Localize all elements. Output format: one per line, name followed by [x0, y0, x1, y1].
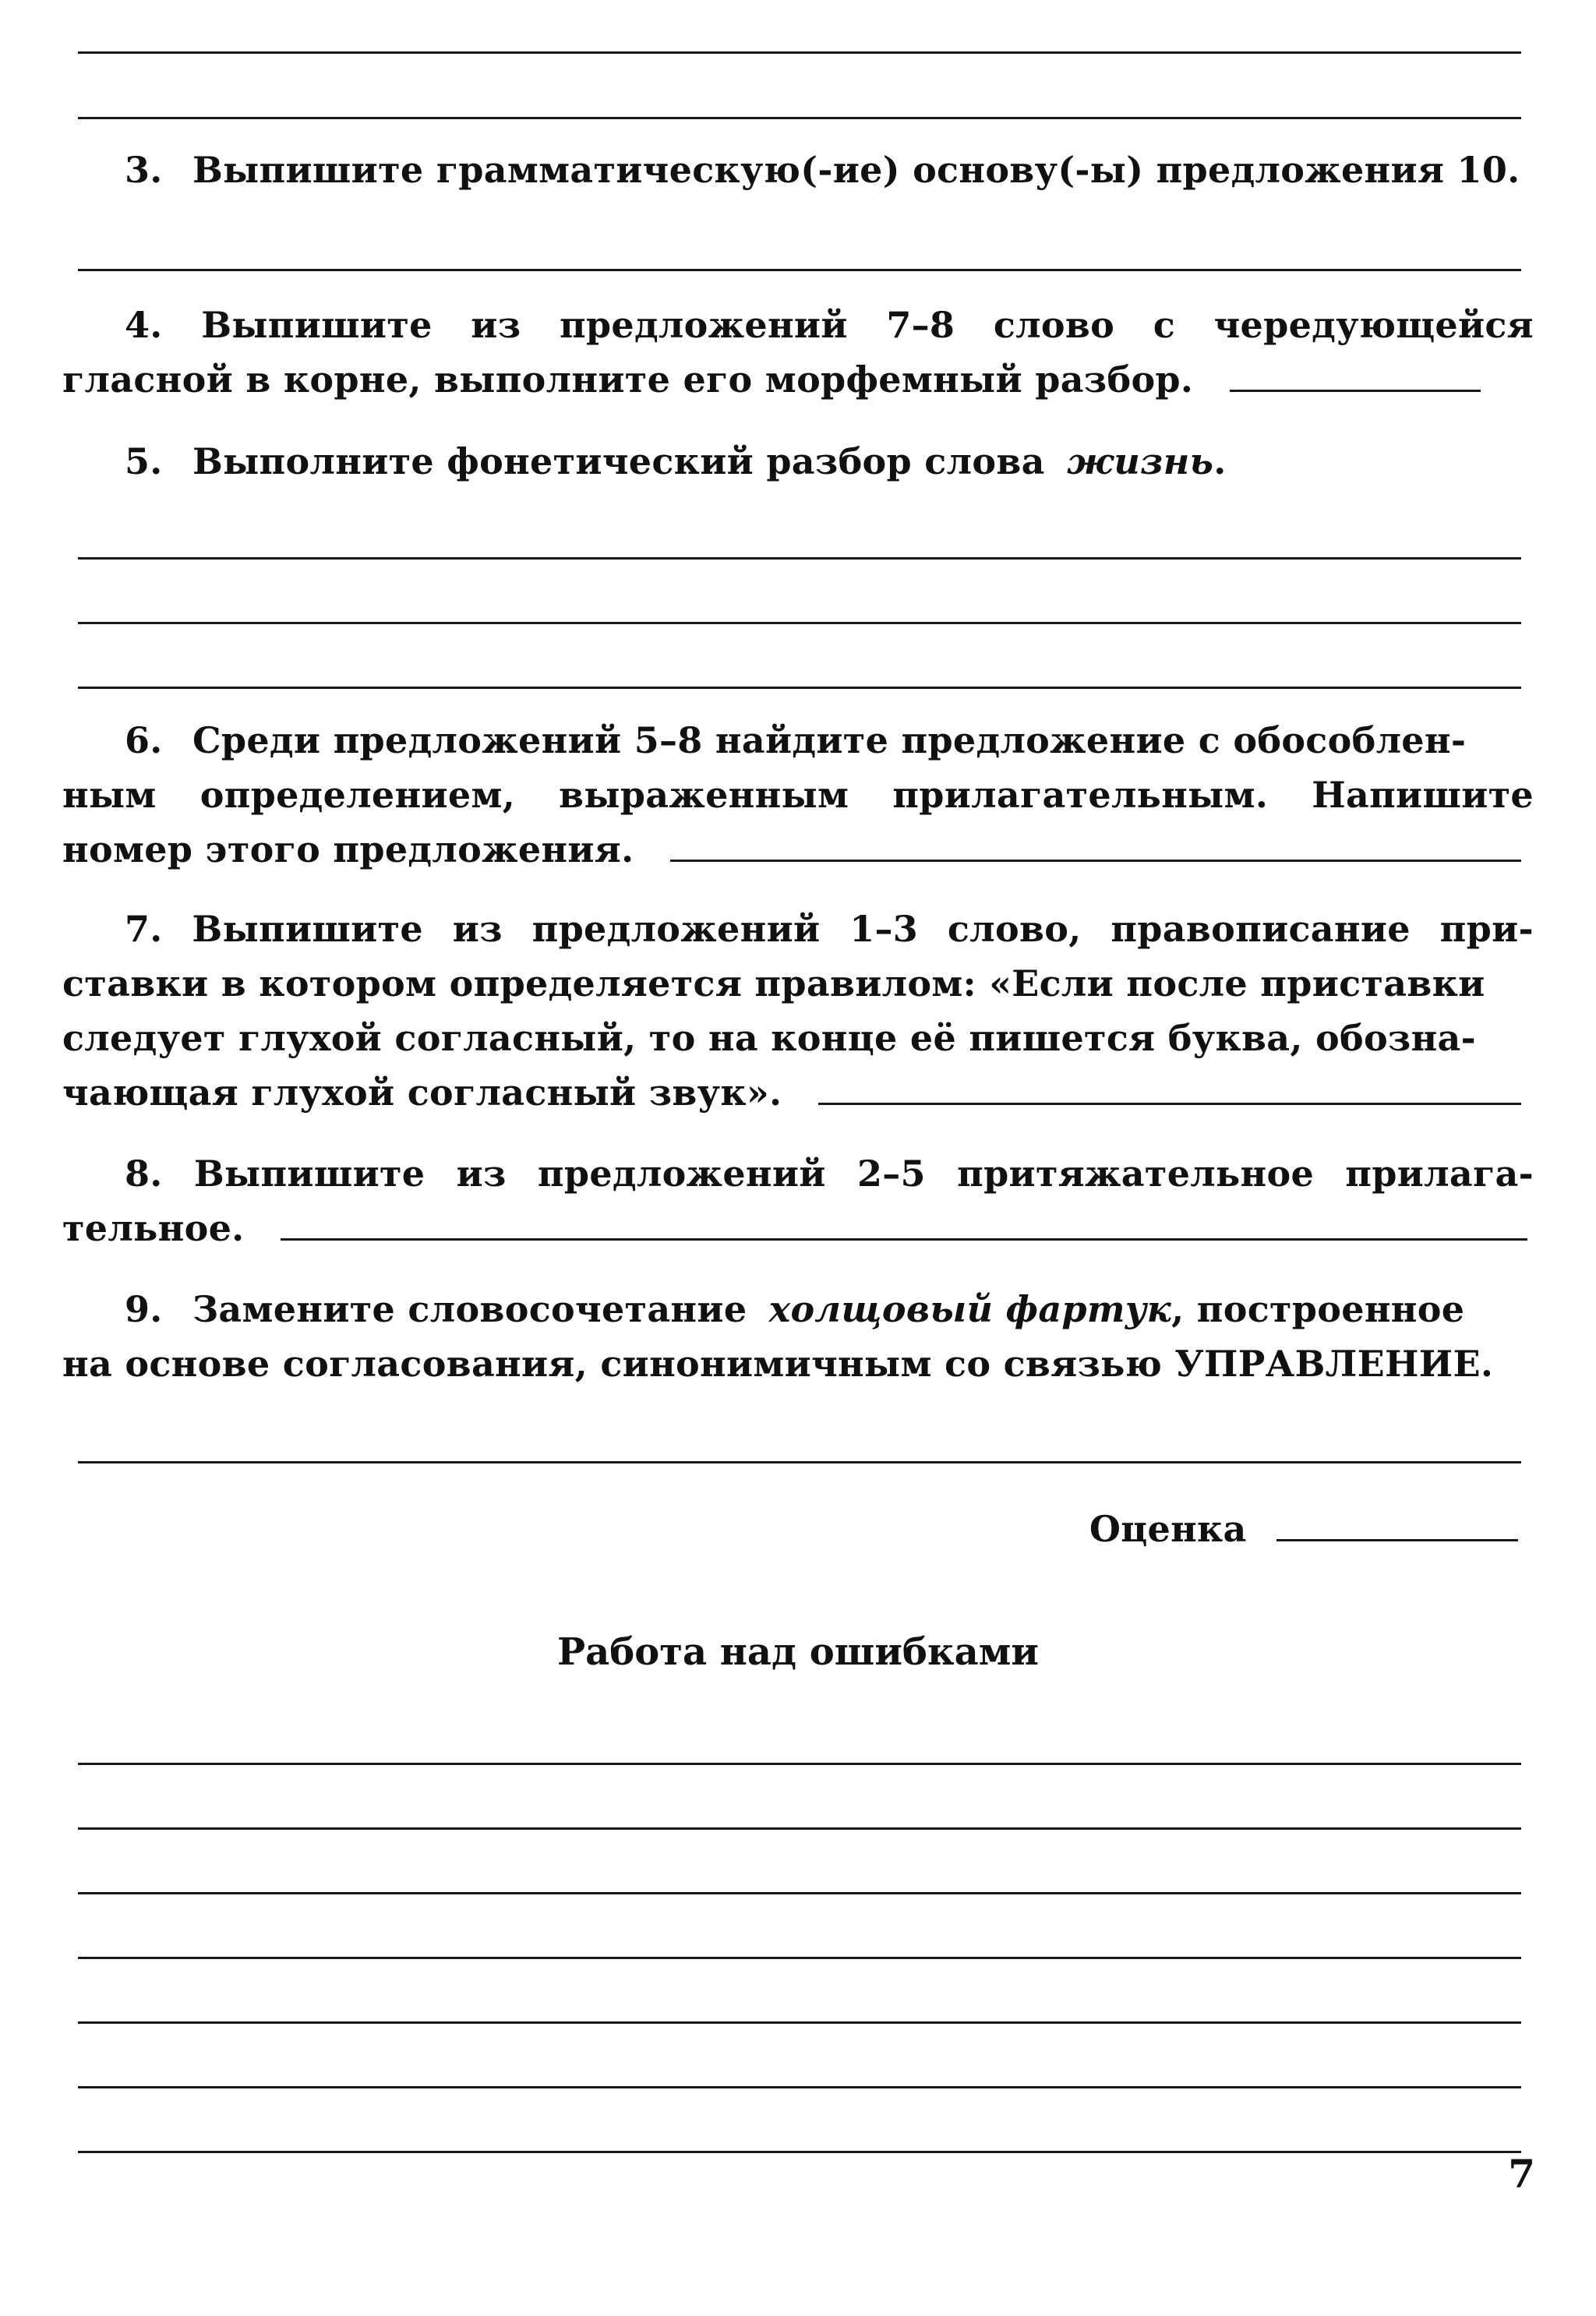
word: прилагательным. [892, 774, 1269, 816]
answer-line[interactable] [1230, 390, 1481, 392]
answer-line[interactable] [78, 2151, 1521, 2153]
word: Выпишите [193, 1153, 425, 1195]
word: прилага- [1345, 1153, 1534, 1195]
question-number: 6. [125, 719, 163, 761]
word: предложений [531, 908, 821, 950]
answer-line[interactable] [78, 269, 1521, 271]
answer-line[interactable] [78, 622, 1521, 624]
question-7-line-2 [62, 959, 1534, 1008]
answer-line[interactable] [818, 1103, 1521, 1105]
word: Выпишите [201, 304, 433, 346]
word: чередующейся [1213, 304, 1534, 346]
word: с [1153, 304, 1175, 346]
question-3 [125, 145, 1534, 195]
word: 7–8 [886, 304, 955, 346]
answer-line[interactable] [281, 1238, 1527, 1241]
word: Выпишите [192, 908, 423, 950]
answer-line[interactable] [670, 860, 1521, 862]
question-text: Замените словосочетание [192, 1288, 747, 1330]
question-number: 5. [125, 440, 163, 482]
question-text: гласной в корне, выполните его морфемный разбор. [62, 358, 1194, 401]
question-7-line-1 [125, 904, 1534, 954]
question-text: , построенное [1171, 1288, 1465, 1330]
question-text: номер этого предложения. [62, 828, 634, 870]
question-number: 4. [125, 304, 163, 346]
word: определением, [200, 774, 516, 816]
question-number: 8. [125, 1153, 163, 1195]
question-9-line-1 [125, 1284, 1534, 1334]
word: выраженным [559, 774, 849, 816]
question-text: ставки в котором определяется правилом: «Если после приставки [62, 962, 1485, 1004]
target-phrase: холщовый фартук [768, 1288, 1172, 1330]
grade-row [1089, 1504, 1518, 1554]
answer-line[interactable] [78, 2021, 1521, 2024]
answer-line[interactable] [78, 1461, 1521, 1463]
question-8-line-1 [125, 1149, 1534, 1199]
answer-line[interactable] [78, 1827, 1521, 1830]
word: ным [62, 774, 157, 816]
question-5 [125, 436, 1534, 486]
page-number: 7 [1508, 2151, 1535, 2197]
question-number: 3. [125, 149, 163, 191]
word: слово, [947, 908, 1082, 950]
answer-line[interactable] [78, 687, 1521, 689]
answer-line[interactable] [78, 2086, 1521, 2088]
grade-field[interactable] [1276, 1539, 1518, 1541]
question-9-line-2 [62, 1339, 1534, 1389]
word: правописание [1110, 908, 1411, 950]
question-6-line-3 [62, 824, 1534, 874]
answer-line[interactable] [78, 51, 1521, 54]
question-text: Выпишите грамматическую(-ие) основу(-ы) предложения 10. [192, 149, 1520, 191]
question-4-line-1 [125, 300, 1534, 350]
question-text: на основе согласования, синонимичным со связью УПРАВЛЕНИЕ. [62, 1343, 1494, 1385]
question-text: Выполните фонетический разбор слова [192, 440, 1045, 482]
question-number: 7. [125, 908, 163, 950]
word: предложений [537, 1153, 826, 1195]
word: из [456, 1153, 507, 1195]
answer-line[interactable] [78, 117, 1521, 119]
word: из [471, 304, 521, 346]
grade-label: Оценка [1089, 1508, 1247, 1550]
word: 1–3 [849, 908, 919, 950]
question-8-line-2 [62, 1203, 1534, 1253]
word: предложений [559, 304, 848, 346]
section-title: Работа над ошибками [557, 1630, 1039, 1674]
question-text: следует глухой согласный, то на конце её пишется буква, обозна- [62, 1017, 1477, 1059]
answer-line[interactable] [78, 1763, 1521, 1765]
question-text: тельное. [62, 1207, 245, 1249]
answer-line[interactable] [78, 1892, 1521, 1894]
question-number: 9. [125, 1288, 163, 1330]
question-6-line-1 [125, 715, 1534, 765]
word: притяжательное [957, 1153, 1315, 1195]
word: слово [993, 304, 1115, 346]
question-7-line-4 [62, 1068, 1534, 1117]
question-7-line-3 [62, 1013, 1534, 1063]
question-text: Среди предложений 5–8 найдите предложение с обособлен- [192, 719, 1467, 761]
question-6-line-2 [62, 770, 1534, 820]
punctuation: . [1213, 440, 1227, 482]
word: при- [1439, 908, 1534, 950]
target-word: жизнь [1067, 440, 1214, 482]
word: Напишите [1312, 774, 1534, 816]
question-text: чающая глухой согласный звук». [62, 1072, 782, 1114]
question-4-line-2 [62, 355, 1534, 404]
word: из [452, 908, 503, 950]
answer-line[interactable] [78, 557, 1521, 560]
word: 2–5 [856, 1153, 926, 1195]
answer-line[interactable] [78, 1957, 1521, 1959]
